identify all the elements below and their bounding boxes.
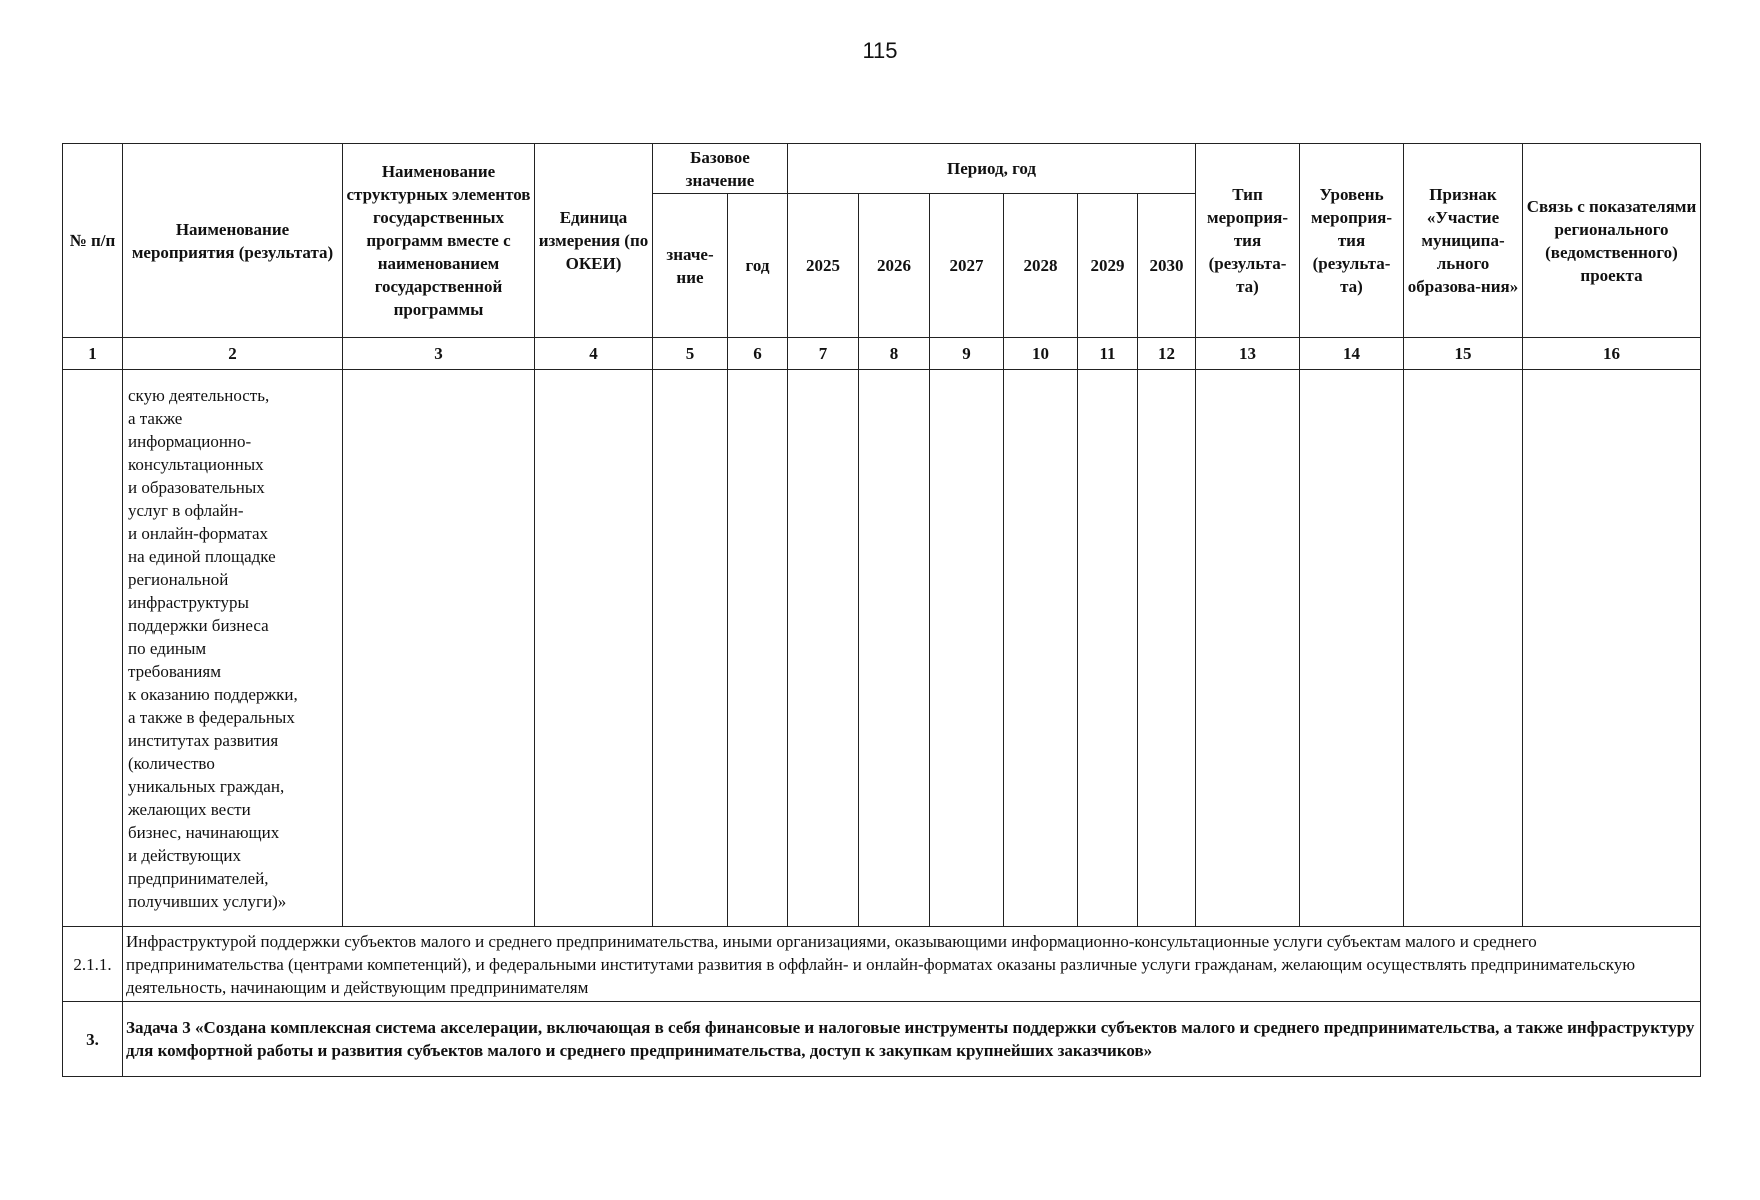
continued-line: предпринимателей, [128, 868, 269, 888]
continued-line: и действующих [128, 845, 241, 865]
column-number: 9 [930, 338, 1004, 370]
column-number: 8 [859, 338, 930, 370]
empty-cell [859, 370, 930, 927]
row-3-task [63, 1002, 1701, 1077]
column-number: 7 [788, 338, 859, 370]
continued-line: бизнес, начинающих [128, 822, 280, 842]
continued-line: к оказанию поддержки, [128, 684, 298, 704]
column-number: 6 [728, 338, 788, 370]
column-number: 10 [1004, 338, 1078, 370]
column-number: 11 [1078, 338, 1138, 370]
continued-line: и онлайн-форматах [128, 523, 269, 543]
empty-cell [1138, 370, 1196, 927]
continued-line: консультационных [128, 454, 264, 474]
empty-cell [728, 370, 788, 927]
header-year-2030: 2030 [1138, 194, 1196, 338]
empty-cell [1523, 370, 1701, 927]
row-text: Инфраструктурой поддержки субъектов малого и среднего предпринимательства, иными организациями, оказывающими информационно-консультационные услуги субъектам малого и среднего предпринимательства (центрами компетенций), и федеральными институтами развития в оффлайн- и онлайн-форматах оказаны различные услуги гражданам, желающим осуществлять предпринимательскую деятельность, начинающим и действующим предпринимателям [123, 927, 1701, 1002]
empty-cell [930, 370, 1004, 927]
column-number: 1 [63, 338, 123, 370]
continued-line: уникальных граждан, [128, 776, 285, 796]
row-2-1-1 [63, 927, 1701, 1002]
empty-cell [1196, 370, 1300, 927]
column-number: 12 [1138, 338, 1196, 370]
continued-line: а также [128, 408, 183, 428]
continued-line: информационно- [128, 431, 252, 451]
page-number: 115 [862, 38, 898, 63]
header-num: № п/п [63, 144, 123, 338]
empty-cell [1404, 370, 1523, 927]
header-year-2029: 2029 [1078, 194, 1138, 338]
continued-line: на единой площадке [128, 546, 276, 566]
continued-line: желающих вести [128, 799, 251, 819]
continued-line: а также в федеральных [128, 707, 295, 727]
header-base-year: год [728, 194, 788, 338]
continued-line: региональной [128, 569, 229, 589]
empty-cell [1300, 370, 1404, 927]
header-unit: Единица измерения (по ОКЕИ) [535, 144, 653, 338]
continued-num-cell [63, 370, 123, 927]
header-link: Связь с показателями регионального (ведомственного) проекта [1523, 144, 1701, 338]
column-number: 16 [1523, 338, 1701, 370]
continued-row [63, 370, 1701, 927]
column-number-row [63, 338, 1701, 370]
continued-line: получивших услуги)» [128, 891, 287, 911]
continued-line: поддержки бизнеса [128, 615, 269, 635]
empty-cell [653, 370, 728, 927]
continued-line: и образовательных [128, 477, 265, 497]
task-text: Задача 3 «Создана комплексная система акселерации, включающая в себя финансовые и налоговые инструменты поддержки субъектов малого и среднего предпринимательства, а также инфраструктуру для комфортной работы и развития субъектов малого и среднего предпринимательства, доступ к закупкам крупнейших заказчиков» [123, 1002, 1701, 1077]
empty-cell [535, 370, 653, 927]
header-period: Период, год [788, 144, 1196, 194]
continued-line: требованиям [128, 661, 221, 681]
empty-cell [788, 370, 859, 927]
header-level: Уровень мероприя-тия (результа-та) [1300, 144, 1404, 338]
empty-cell [1078, 370, 1138, 927]
continued-line: скую деятельность, [128, 385, 270, 405]
continued-line: (количество [128, 753, 215, 773]
column-number: 13 [1196, 338, 1300, 370]
row-code: 3. [63, 1002, 123, 1077]
empty-cell [343, 370, 535, 927]
header-base: Базовое значение [653, 144, 788, 194]
header-municipal: Признак «Участие муниципа-льного образова-ния» [1404, 144, 1523, 338]
header-type: Тип мероприя-тия (результа-та) [1196, 144, 1300, 338]
continued-line: по единым [128, 638, 207, 658]
header-name: Наименование мероприятия (результата) [123, 144, 343, 338]
column-number: 15 [1404, 338, 1523, 370]
header-base-value: значе-ние [653, 194, 728, 338]
column-number: 4 [535, 338, 653, 370]
header-struct: Наименование структурных элементов государственных программ вместе с наименованием государственной программы [343, 144, 535, 338]
column-number: 5 [653, 338, 728, 370]
header-year-2027: 2027 [930, 194, 1004, 338]
column-number: 3 [343, 338, 535, 370]
row-code: 2.1.1. [63, 927, 123, 1002]
header-year-2026: 2026 [859, 194, 930, 338]
measures-table [62, 143, 1701, 1077]
continued-line: инфраструктуры [128, 592, 249, 612]
header-year-2028: 2028 [1004, 194, 1078, 338]
column-number: 2 [123, 338, 343, 370]
empty-cell [1004, 370, 1078, 927]
continued-line: услуг в офлайн- [128, 500, 244, 520]
header-year-2025: 2025 [788, 194, 859, 338]
column-number: 14 [1300, 338, 1404, 370]
continued-name-cell [123, 370, 343, 927]
continued-line: институтах развития [128, 730, 279, 750]
